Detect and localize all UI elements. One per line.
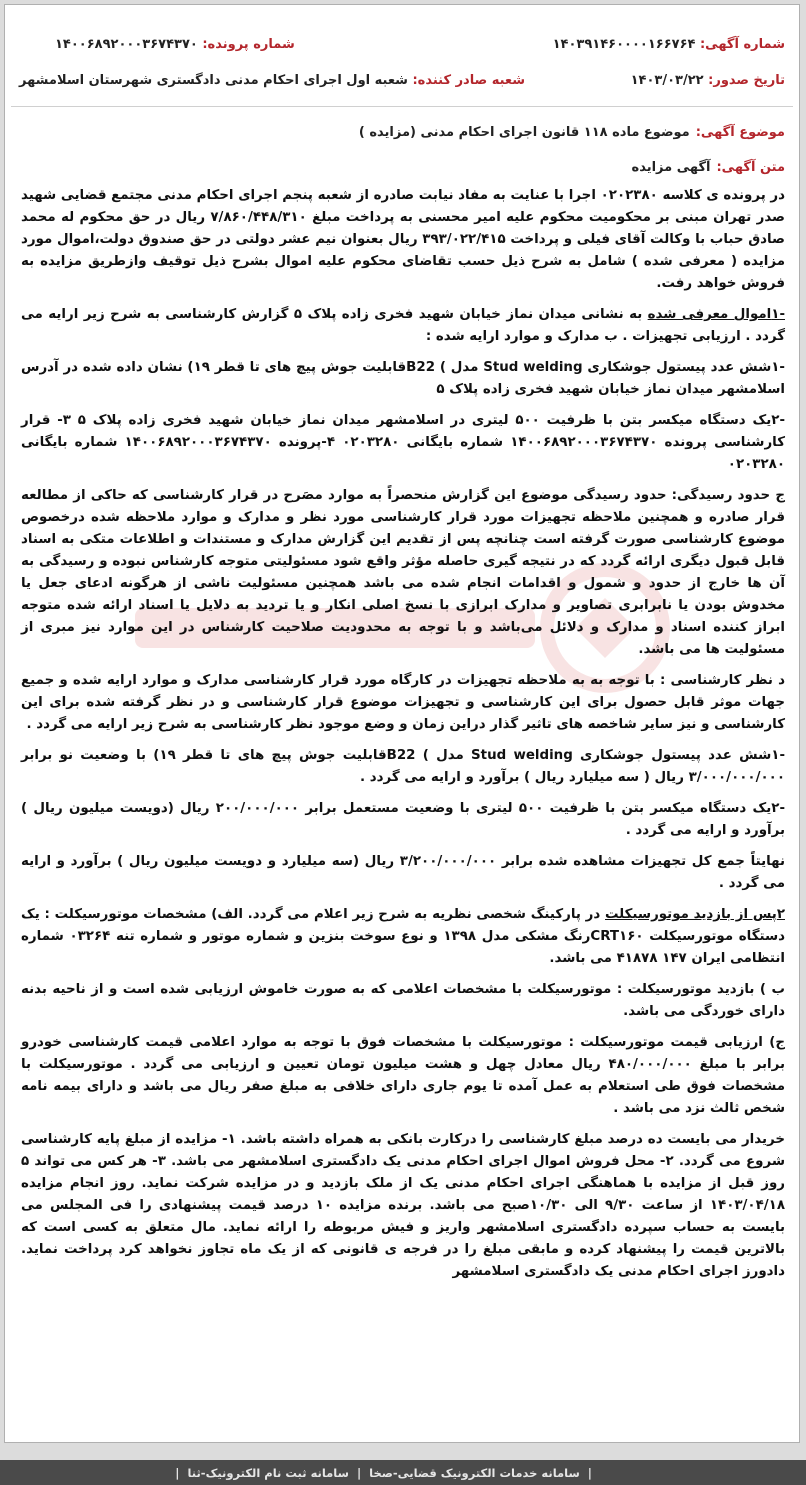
footer-link-sakha[interactable]: سامانه خدمات الکترونیک قضایی-صخا: [369, 1465, 580, 1480]
ad-number-label: شماره آگهی:: [699, 37, 785, 52]
footer-sep: |: [175, 1465, 180, 1480]
header-row-numbers: [19, 37, 785, 52]
text-title: آگهی مزایده: [631, 160, 711, 175]
assets-text: به نشانی میدان نماز خیابان شهید فخری زاده پلاک ۵ گزارش کارشناسی به شرح زیر ارایه می گردد . ارزیابی تجهیزات . ب مدارک و موارد ارایه شده :: [21, 307, 785, 344]
issuer-label: شعبه صادر کننده:: [412, 73, 526, 88]
paragraph-opinion: د نظر کارشناسی : با توجه به به ملاحظه تجهیزات در کارگاه مورد قرار کارشناسی مدارک و موارد ارایه شده و جمیع جهات موثر قابل حصول برای این کارشناسی و تجهیزات موضوع قرار کارشناسی و در نظر گرفته شده برای این کارشناسی و نیز سایر شاخصه های تاثیر گذار دراین زمان و وضع موجود نظر کارشناسی به شرح زیر ارایه می گردد .: [21, 673, 785, 732]
case-number: [55, 37, 295, 52]
text-label: متن آگهی:: [716, 160, 785, 175]
paragraph-assets: [21, 304, 785, 348]
paragraph-valuation-2: -۲یک دستگاه میکسر بتن با ظرفیت ۵۰۰ لیتری با وضعیت مستعمل برابر ۲۰۰/۰۰۰/۰۰۰ ریال (دویست میلیون ریال ) برآورد و ارایه می گردد .: [21, 801, 786, 838]
notice-body: [21, 185, 785, 1292]
case-number-value: ۱۴۰۰۶۸۹۲۰۰۰۳۶۷۴۳۷۰: [55, 37, 198, 52]
paragraph-motorcycle: [21, 904, 785, 970]
case-number-label: شماره پرونده:: [202, 37, 295, 52]
paragraph-conditions: خریدار می بایست ده درصد مبلغ کارشناسی را درکارت بانکی به همراه داشته باشد. ۱- مزایده از مبلغ پایه کارشناسی شروع می گردد. ۲- محل فروش اموال اجرای احکام مدنی یک دادگستری اسلامشهر می باشد. ۳- هر کس می تواند ۵ روز قبل از مزایده با هماهنگی اجرای احکام مدنی یک از ملک بازدید و در مزایده شرکت نماید. روز انجام مزایده ۱۴۰۳/۰۴/۱۸ از ساعت ۹/۳۰ الی ۱۰/۳۰صبح می باشد. برنده مزایده ۱۰ درصد قیمت پیشنهادی را فی المجلس می بایست به حساب سپرده دادگستری اسلامشهر واریز و فیش مربوطه را ارائه نماید. مال متعلق به کسی است که بالاترین قیمت را پیشنهاد کرده و مابقی مبلغ را در فرجه ی قانونی که از یک ماه تجاوز نخواهد کرد پرداخت نماید. دادورز اجرای احکام مدنی یک دادگستری اسلامشهر: [21, 1132, 786, 1279]
motorcycle-text: در پارکینگ شخصی نظریه به شرح زیر اعلام می گردد. الف) مشخصات موتورسیکلت : یک دستگاه موتورسیکلت CRT۱۶۰رنگ مشکی مدل ۱۳۹۸ و نوع سوخت بنزین و شماره موتور و شماره تنه ۰۳۲۶۴ شماره انتظامی ایران ۱۴۷ ۴۱۸۷۸ می باشد.: [21, 907, 785, 966]
subject-label: موضوع آگهی:: [695, 125, 785, 140]
footer-link-sana[interactable]: سامانه ثبت نام الکترونیک-ثنا: [187, 1465, 349, 1480]
motorcycle-heading: ۲پس از بازدید موتورسیکلت: [605, 907, 785, 922]
issuer: [19, 73, 525, 88]
paragraph-valuation-1: -۱شش عدد پیستول جوشکاری Stud welding مدل ) B22قابلیت جوش پیچ های تا قطر ۱۹) با وضعیت نو برابر ۳/۰۰۰/۰۰۰/۰۰۰ ریال ( سه میلیارد ریال ) برآورد و ارایه می گردد .: [21, 748, 786, 785]
subject-value: موضوع ماده ۱۱۸ قانون اجرای احکام مدنی (مزایده ): [358, 125, 690, 140]
issue-date-value: ۱۴۰۳/۰۳/۲۲: [630, 73, 704, 88]
issuer-value: شعبه اول اجرای احکام مدنی دادگستری شهرستان اسلامشهر: [19, 73, 408, 88]
text-title-row: [19, 160, 785, 175]
header-divider: [11, 106, 793, 107]
ad-number: [553, 37, 785, 52]
paragraph-intro: در پرونده ی کلاسه ۰۲۰۲۳۸۰ اجرا با عنایت به مفاد نیابت صادره از شعبه پنجم اجرای احکام مدنی مجتمع قضایی شهید صدر تهران مبنی بر محکومیت محکوم علیه امیر محسنی به پرداخت مبلغ ۷/۸۶۰/۴۴۸/۳۱۰ ریال در حق محکوم له محمد صادق حباب با وکالت آقای فیلی و پرداخت ۳۹۳/۰۲۲/۴۱۵ ریال بعنوان نیم عشر دولتی در حق صندوق دولت،اموال مورد مزایده ( معرفی شده ) شامل به شرح ذیل حسب تقاضای محکوم علیه اموال بشرح ذیل توقیف وازطریق مزایده به فروش خواهد رفت.: [21, 188, 786, 291]
assets-heading: -۱اموال معرفی شده: [647, 307, 785, 322]
footer-sep: |: [587, 1465, 592, 1480]
subject-row: [19, 125, 785, 140]
issue-date: [631, 73, 785, 88]
issue-date-label: تاریخ صدور:: [708, 73, 785, 88]
paragraph-item-2: -۲یک دستگاه میکسر بتن با ظرفیت ۵۰۰ لیتری در اسلامشهر میدان نماز خیابان شهید فخری زاده پلاک ۵ ۳- قرار کارشناسی پرونده ۱۴۰۰۶۸۹۲۰۰۰۳۶۷۴۳۷۰ شماره بایگانی ۰۲۰۳۲۸۰ ۴-پرونده ۱۴۰۰۶۸۹۲۰۰۰۳۶۷۴۳۷۰ شماره بایگانی ۰۲۰۳۲۸۰: [21, 413, 785, 472]
paragraph-item-1: -۱شش عدد پیستول جوشکاری Stud welding مدل ) B22قابلیت جوش پیچ های تا قطر ۱۹) نشان داده شده در آدرس اسلامشهر میدان نماز خیابان شهید فخری زاده پلاک ۵: [21, 360, 785, 397]
paragraph-total: نهایتاً جمع کل تجهیزات مشاهده شده برابر ۳/۲۰۰/۰۰۰/۰۰۰ ریال (سه میلیارد و دویست میلیون ریال ) برآورد و ارایه می گردد .: [21, 854, 785, 891]
paragraph-inspection: ب ) بازدید موتورسیکلت : موتورسیکلت با مشخصات اعلامی که به صورت خاموش ارزیابی شده است و از ناحیه بدنه دارای خوردگی می باشد.: [21, 982, 785, 1019]
footer-sep: |: [356, 1465, 362, 1480]
paragraph-scope: ج حدود رسیدگی: حدود رسیدگی موضوع این گزارش منحصراً به موارد مصَرح در قرار کارشناسی که حاکی از مطالعه قرار صادره و همچنین ملاحظه تجهیزات مورد قرار کارشناسی مورد نظر و مدارک و موارد ملاحظه شده درخصوص موضوع کارشناسی صورت گرفته است چنانچه پس از تقدیم این گزارش مدارک و مستندات و اطلاعات متکی به اسناد قابل قبول دیگری ارائه گردد که در نتیجه گیری حاصله مؤثر واقع شود مسئولیتی متوجه کارشناس نبوده و رسیدگی به آن ها خارج از حدود و شمول و اقدامات انجام شده می باشد همچنین مسئولیت ناشی از هرگونه ادعای جعل یا مخدوش بودن یا نابرابری تصاویر و مدارک ابرازی با نسخ اصلی انکار و یا تردید به دلایل یا اسناد ارائه شده متوجه ابراز کننده اسناد و مدارک و دلائل می‌باشد و با توجه به محدودیت صلاحیت کارشناس در این موارد نیز مبری از مسئولیت ها می باشد.: [21, 488, 785, 657]
notice-page: [4, 4, 800, 1443]
header-row-issuer: [19, 73, 785, 88]
ad-number-value: ۱۴۰۳۹۱۴۶۰۰۰۰۱۶۶۷۶۴: [552, 37, 696, 52]
paragraph-price: ج) ارزیابی قیمت موتورسیکلت : موتورسیکلت با مشخصات فوق با توجه به موارد اعلامی قیمت کارشناسی خودرو برابر با مبلغ ۴۸۰/۰۰۰/۰۰۰ ریال معادل چهل و هشت میلیون تومان تعیین و ارزیابی می گردد . موتورسیکلت با مشخصات فوق طی استعلام به عمل آمده تا یوم جاری دارای خلافی به مبلغ صفر ریال می باشد و دارای بیمه نامه شخص ثالث نزد می باشد .: [21, 1035, 785, 1116]
footer-bar: [0, 1460, 806, 1485]
